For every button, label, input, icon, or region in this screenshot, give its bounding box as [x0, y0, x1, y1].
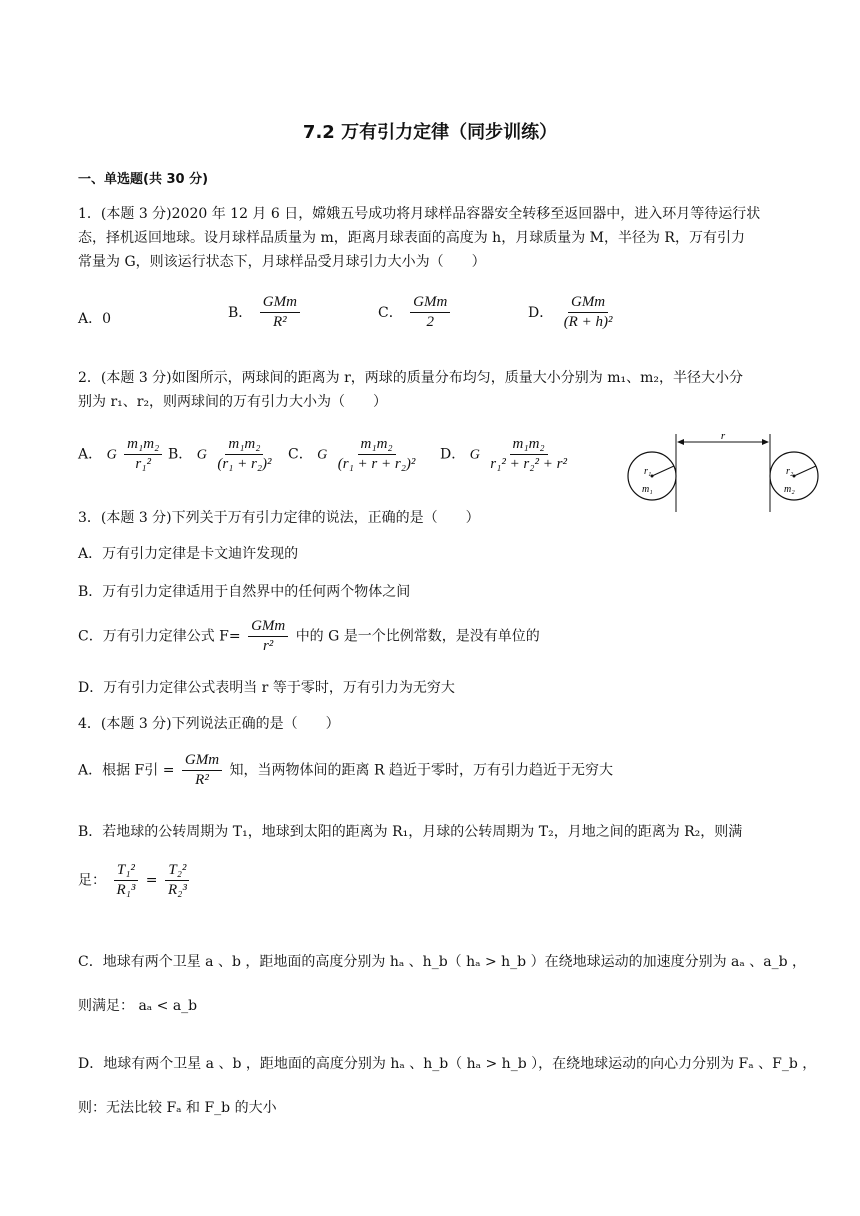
q2-option-d-g: G: [469, 447, 480, 463]
sphere-2-mass-label: m₂: [784, 484, 795, 495]
q1-option-d-num: GMm: [568, 294, 608, 313]
sphere-2-radius-label: r₂: [786, 466, 794, 477]
q1-option-b-den: R²: [273, 314, 287, 330]
q3-option-b: B．万有引力定律适用于自然界中的任何两个物体之间: [78, 584, 411, 600]
radius-line-1: [652, 466, 674, 476]
q1-option-a: A．0: [78, 311, 112, 327]
q4-option-b-pre: 足：: [78, 872, 106, 889]
arrow-head-right: [762, 439, 769, 445]
q2-option-c: [288, 436, 421, 473]
q4-option-b-fraction-2: [165, 862, 190, 899]
q4-option-a: [78, 752, 613, 789]
q2-option-b-g: G: [196, 447, 207, 463]
q1-option-b-label: B．: [228, 304, 253, 321]
q1-option-c-label: C．: [378, 304, 403, 321]
sphere-1-mass-label: m₁: [642, 484, 653, 495]
q4-option-c-line2: 则满足： aₐ < a_b: [78, 998, 198, 1014]
q3-option-c-pre: C．万有引力定律公式 F=: [78, 628, 241, 645]
q3-option-c-num: GMm: [248, 618, 288, 637]
q4-option-a-num: GMm: [182, 752, 222, 771]
q1-option-c-den: 2: [426, 314, 434, 330]
q2-option-b-num: m₁m₂: [225, 436, 263, 455]
q4-option-b-eq: =: [145, 872, 158, 889]
q2-option-b-den: (r₁ + r₂)²: [217, 456, 272, 472]
q2-option-b-fraction: [214, 436, 274, 473]
arrow-head-left: [677, 439, 684, 445]
q4-option-a-post: 知，当两物体间的距离 R 趋近于零时，万有引力趋近于无穷大: [229, 762, 613, 779]
q2-option-a-label: A．: [78, 446, 103, 463]
section-heading: 一、单选题(共 30 分): [78, 172, 209, 187]
q2-option-d-fraction: [487, 436, 570, 473]
q2-stem-line1: 2．(本题 3 分)如图所示，两球间的距离为 r，两球的质量分布均匀，质量大小分别为 m₁、m₂，半径大小分: [78, 370, 744, 386]
q1-option-c-num: GMm: [410, 294, 450, 313]
q3-stem: 3．(本题 3 分)下列关于万有引力定律的说法，正确的是（ ）: [78, 510, 480, 526]
q2-option-b-label: B．: [168, 446, 193, 463]
sphere-1-radius-label: r₁: [644, 466, 652, 477]
page-title: 7.2 万有引力定律（同步训练）: [302, 122, 558, 143]
q2-option-c-label: C．: [288, 446, 313, 463]
q2-option-a-den: r₁²: [135, 456, 151, 472]
q1-stem-line2: 态，择机返回地球。设月球样品质量为 m，距离月球表面的高度为 h，月球质量为 M，半径为 R，万有引力: [78, 230, 745, 246]
q1-option-d-fraction: [561, 294, 616, 331]
q4-option-b-den1: R₁³: [116, 882, 136, 898]
q4-option-b-den2: R₂³: [167, 882, 187, 898]
q3-option-c-den: r²: [262, 638, 274, 654]
q1-option-d-den: (R + h)²: [563, 314, 613, 330]
q2-option-b: [168, 436, 278, 473]
q3-option-c-post: 中的 G 是一个比例常数，是没有单位的: [295, 628, 540, 645]
q2-option-a: [78, 436, 165, 473]
q1-option-d-label: D．: [528, 304, 554, 321]
q3-option-a: A．万有引力定律是卡文迪许发现的: [78, 546, 299, 562]
q3-option-c-fraction: [248, 618, 288, 655]
q2-option-c-num: m₁m₂: [358, 436, 396, 455]
q2-option-a-fraction: [124, 436, 162, 473]
q1-option-d: [528, 294, 618, 331]
q2-option-c-g: G: [317, 447, 328, 463]
q3-option-c: [78, 618, 540, 655]
q1-stem-line3: 常量为 G，则该运行状态下，月球样品受月球引力大小为（ ）: [78, 254, 486, 270]
radius-line-2: [794, 466, 816, 476]
q4-option-b-num2: T₂²: [165, 862, 189, 881]
q4-option-b-fraction-1: [113, 862, 138, 899]
q1-option-c: [378, 294, 453, 331]
q2-option-c-den: (r₁ + r + r₂)²: [337, 456, 416, 472]
q4-stem: 4．(本题 3 分)下列说法正确的是（ ）: [78, 716, 340, 732]
q4-option-b-line1: B．若地球的公转周期为 T₁，地球到太阳的距离为 R₁，月球的公转周期为 T₂，月地之间的距离为 R₂，则满: [78, 824, 743, 840]
q4-option-a-pre: A．根据 F引 =: [78, 762, 175, 779]
q2-option-d-den: r₁² + r₂² + r²: [490, 456, 567, 472]
q4-option-d-line2: 则：无法比较 Fₐ 和 F_b 的大小: [78, 1100, 277, 1116]
two-spheres-figure: [620, 430, 830, 512]
q2-option-a-g: G: [106, 447, 117, 463]
q2-option-c-fraction: [335, 436, 419, 473]
q1-option-c-fraction: [410, 294, 450, 331]
q4-option-d-line1: D．地球有两个卫星 a 、b ，距地面的高度分别为 hₐ 、h_b（ hₐ > h_b ），在绕地球运动的向心力分别为 Fₐ 、F_b ，: [78, 1056, 817, 1072]
q1-option-b-fraction: [260, 294, 300, 331]
q2-stem-line2: 别为 r₁、r₂，则两球间的万有引力大小为（ ）: [78, 394, 388, 410]
q4-option-b-formula: [78, 862, 193, 899]
q1-stem-line1: 1．(本题 3 分)2020 年 12 月 6 日，嫦娥五号成功将月球样品容器安全转移至返回器中，进入环月等待运行状: [78, 206, 761, 222]
q4-option-a-fraction: [182, 752, 222, 789]
q3-option-d: D．万有引力定律公式表明当 r 等于零时，万有引力为无穷大: [78, 680, 455, 696]
q2-option-d-label: D．: [440, 446, 466, 463]
q2-option-a-num: m₁m₂: [124, 436, 162, 455]
q4-option-a-den: R²: [195, 772, 209, 788]
q4-option-b-num1: T₁²: [114, 862, 138, 881]
q1-option-b: [228, 294, 303, 331]
q2-option-d: [440, 436, 573, 473]
q1-option-b-num: GMm: [260, 294, 300, 313]
q2-option-d-num: m₁m₂: [510, 436, 548, 455]
q4-option-c-line1: C．地球有两个卫星 a 、b ，距地面的高度分别为 hₐ 、h_b（ hₐ > h_b ）在绕地球运动的加速度分别为 aₐ 、a_b ，: [78, 954, 806, 970]
distance-label: r: [720, 430, 726, 442]
